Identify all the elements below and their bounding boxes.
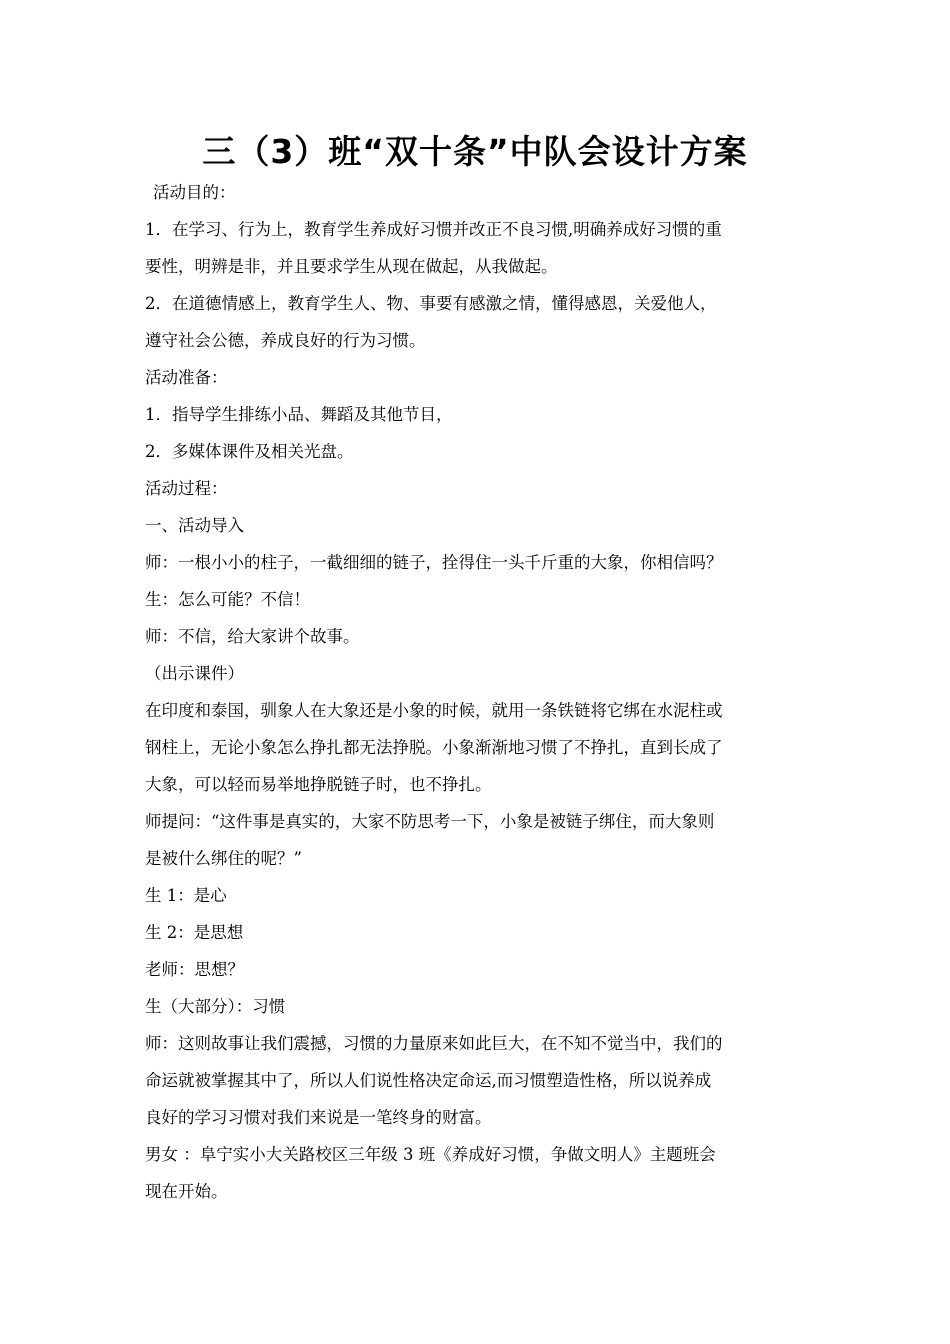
stage-direction: （出示课件） [145, 664, 244, 683]
paragraph-line: 遵守社会公德，养成良好的行为习惯。 [145, 331, 426, 350]
paragraph-line: 2．多媒体课件及相关光盘。 [145, 442, 354, 461]
dialogue-line: 师：不信，给大家讲个故事。 [145, 627, 360, 646]
section-heading-purpose: 活动目的： [153, 183, 236, 202]
section-heading-preparation: 活动准备： [145, 368, 228, 387]
dialogue-line: 生（大部分）：习惯 [145, 997, 286, 1016]
paragraph-line: 1．在学习、行为上，教育学生养成好习惯并改正不良习惯,明确养成好习惯的重 [145, 220, 722, 239]
section-heading-process: 活动过程： [145, 479, 228, 498]
dialogue-line: 师提问：“这件事是真实的，大家不防思考一下，小象是被链子绑住，而大象则 [145, 812, 715, 831]
dialogue-line: 良好的学习习惯对我们来说是一笔终身的财富。 [145, 1108, 492, 1127]
document-body [145, 174, 820, 1210]
dialogue-line: 老师：思想？ [145, 960, 244, 979]
page-title: 三（3）班“双十条”中队会设计方案 [202, 132, 748, 171]
paragraph-line: 要性，明辨是非，并且要求学生从现在做起，从我做起。 [145, 257, 558, 276]
dialogue-line: 生 1：是心 [145, 886, 227, 905]
subsection-heading: 一、活动导入 [145, 516, 244, 535]
dialogue-line: 男女 ：阜宁实小大关路校区三年级 3 班《养成好习惯，争做文明人》主题班会 [145, 1145, 716, 1164]
paragraph-line: 钢柱上，无论小象怎么挣扎都无法挣脱。小象渐渐地习惯了不挣扎，直到长成了 [145, 738, 723, 757]
dialogue-line: 师：一根小小的柱子，一截细细的链子，拴得住一头千斤重的大象，你相信吗？ [145, 553, 723, 572]
dialogue-line: 生 2：是思想 [145, 923, 244, 942]
dialogue-line: 现在开始。 [145, 1182, 228, 1201]
dialogue-line: 是被什么绑住的呢？” [145, 849, 302, 868]
paragraph-line: 1．指导学生排练小品、舞蹈及其他节目， [145, 405, 453, 424]
dialogue-line: 命运就被掌握其中了，所以人们说性格决定命运,而习惯塑造性格，所以说养成 [145, 1071, 712, 1090]
paragraph-line: 在印度和泰国，驯象人在大象还是小象的时候，就用一条铁链将它绑在水泥柱或 [145, 701, 723, 720]
paragraph-line: 2．在道德情感上，教育学生人、物、事要有感激之情，懂得感恩，关爱他人， [145, 294, 717, 313]
paragraph-line: 大象，可以轻而易举地挣脱链子时，也不挣扎。 [145, 775, 492, 794]
dialogue-line: 生：怎么可能？不信！ [145, 590, 310, 609]
dialogue-line: 师：这则故事让我们震撼，习惯的力量原来如此巨大，在不知不觉当中，我们的 [145, 1034, 723, 1053]
